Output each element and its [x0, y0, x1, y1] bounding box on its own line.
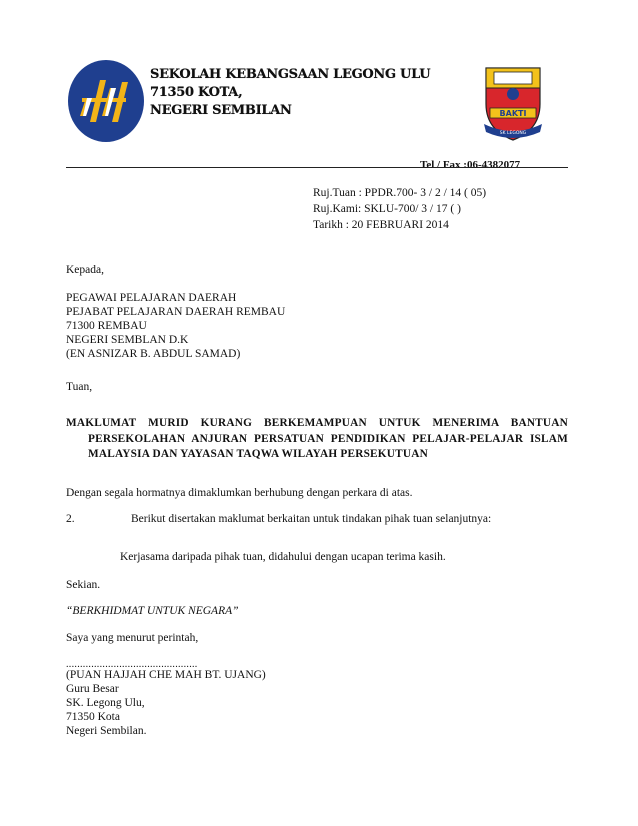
school-name: SEKOLAH KEBANGSAAN LEGONG ULU	[150, 67, 431, 82]
closing: Sekian.	[66, 579, 101, 591]
body-paragraph-1: Dengan segala hormatnya dimaklumkan berhubung dengan perkara di atas.	[66, 487, 413, 499]
tel-fax: Tel / Fax :06-4382077	[420, 159, 521, 171]
signatory-town: 71350 Kota	[66, 711, 120, 723]
reference-ruj-kami: Ruj.Kami: SKLU-700/ 3 / 17 ( )	[313, 203, 461, 215]
subject-line-3: MALAYSIA DAN YAYASAN TAQWA WILAYAH PERSEKUTUAN	[88, 448, 428, 460]
signatory-state: Negeri Sembilan.	[66, 725, 147, 737]
recipient-to: Kepada,	[66, 264, 104, 276]
recipient-line: PEGAWAI PELAJARAN DAERAH	[66, 292, 237, 304]
greeting: Tuan,	[66, 381, 93, 393]
reference-block	[313, 186, 486, 234]
signatory-school: SK. Legong Ulu,	[66, 697, 145, 709]
school-postcode-town: 71350 KOTA,	[150, 85, 243, 100]
reference-date: Tarikh : 20 FEBRUARI 2014	[313, 219, 449, 231]
school-crest-icon	[480, 64, 546, 144]
school-state: NEGERI SEMBILAN	[150, 103, 292, 118]
recipient-line: NEGERI SEMBLAN D.K	[66, 334, 189, 346]
reference-ruj-tuan: Ruj.Tuan : PPDR.700- 3 / 2 / 14 ( 05)	[313, 187, 487, 199]
recipient-line: (EN ASNIZAR B. ABDUL SAMAD)	[66, 348, 241, 360]
recipient-address	[66, 291, 285, 361]
school-header	[150, 66, 430, 120]
subject-line-1: MAKLUMAT MURID KURANG BERKEMAMPUAN UNTUK MENERIMA BANTUAN	[66, 417, 568, 429]
order-line: Saya yang menurut perintah,	[66, 632, 199, 644]
recipient-line: PEJABAT PELAJARAN DAERAH REMBAU	[66, 306, 286, 318]
recipient-line: 71300 REMBAU	[66, 320, 147, 332]
body-paragraph-2: Berikut disertakan maklumat berkaitan untuk tindakan pihak tuan selanjutnya:	[131, 513, 492, 525]
body-paragraph-3: Kerjasama daripada pihak tuan, didahului dengan ucapan terima kasih.	[120, 551, 446, 563]
subject-heading	[66, 416, 568, 463]
signatory-title: Guru Besar	[66, 683, 119, 695]
crest-ribbon-text: SK LEGONG	[499, 131, 527, 136]
signatory-name: (PUAN HAJJAH CHE MAH BT. UJANG)	[66, 669, 266, 681]
crest-banner-text: BAKTI	[499, 109, 527, 118]
body-paragraph-2-number: 2.	[66, 513, 75, 525]
signature-dots: ...............................................	[66, 659, 198, 670]
motto: “BERKHIDMAT UNTUK NEGARA”	[66, 605, 239, 617]
signature-block	[66, 668, 266, 738]
header-divider	[66, 167, 568, 168]
subject-line-2: PERSEKOLAHAN ANJURAN PERSATUAN PENDIDIKAN PELAJAR-PELAJAR ISLAM	[88, 432, 568, 445]
ministry-logo-icon	[66, 58, 146, 144]
